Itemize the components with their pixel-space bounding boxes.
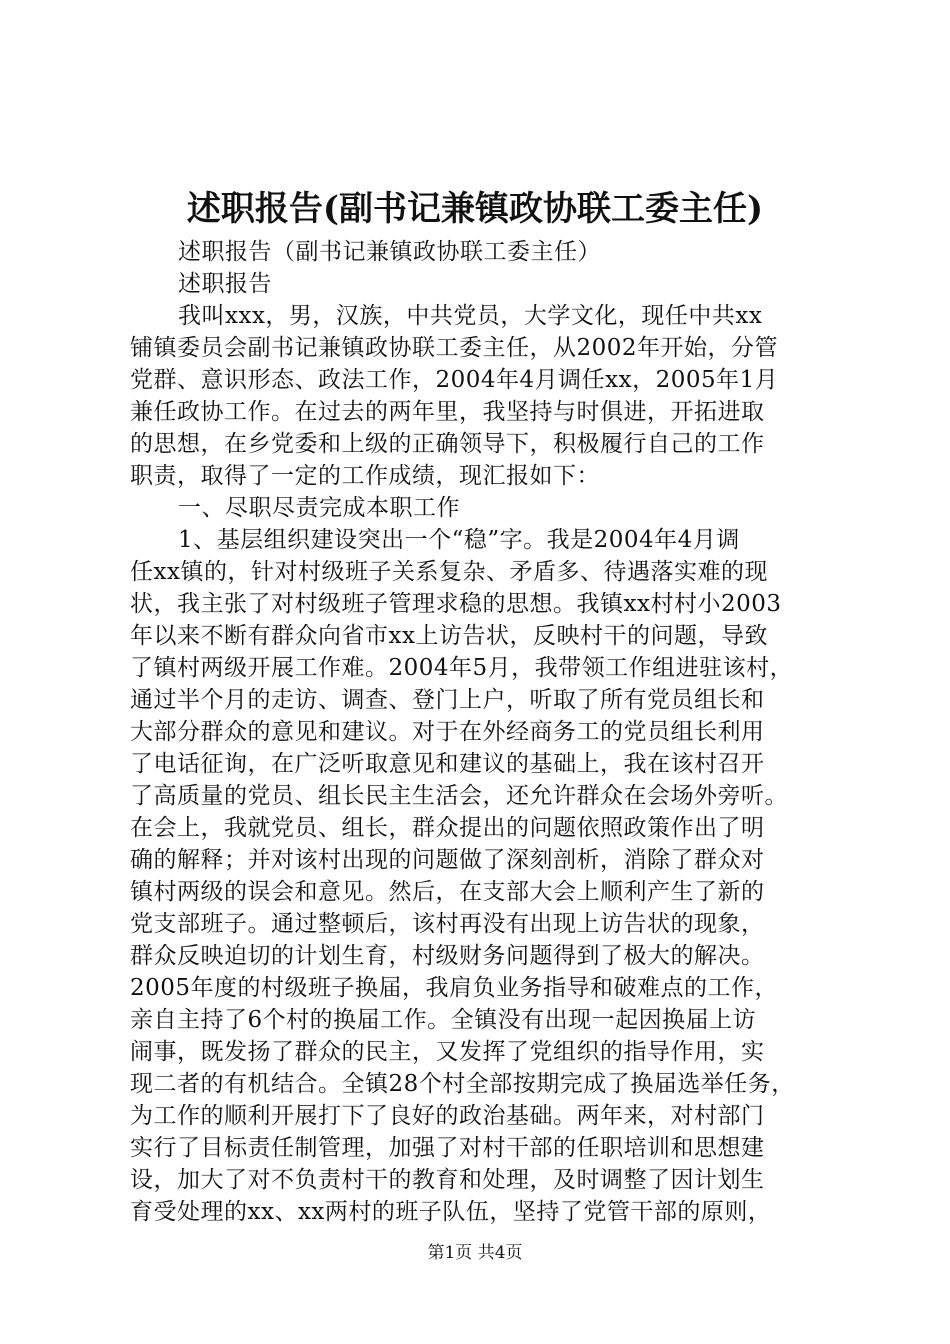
- paragraph-line: 兼任政协工作。在过去的两年里，我坚持与时俱进，开拓进取: [130, 399, 765, 425]
- paragraph-line: 现二者的有机结合。全镇28个村全部按期完成了换届选举任务，: [130, 1071, 795, 1097]
- paragraph-line: 党支部班子。通过整顿后，该村再没有出现上访告状的现象，: [130, 911, 765, 937]
- paragraph-line: 育受处理的xx、xx两村的班子队伍，坚持了党管干部的原则，: [130, 1199, 772, 1225]
- paragraph-line: 1、基层组织建设突出一个“稳”字。我是2004年4月调: [178, 527, 740, 553]
- paragraph-line: 镇村两级的误会和意见。然后，在支部大会上顺利产生了新的: [130, 879, 765, 905]
- paragraph-line: 大部分群众的意见和建议。对于在外经商务工的党员组长利用: [130, 719, 765, 745]
- paragraph-line: 通过半个月的走访、调查、登门上户，听取了所有党员组长和: [130, 687, 765, 713]
- document-title: 述职报告(副书记兼镇政协联工委主任): [186, 189, 764, 229]
- paragraph-line: 设，加大了对不负责村干的教育和处理，及时调整了因计划生: [130, 1167, 765, 1193]
- paragraph-line: 在会上，我就党员、组长，群众提出的问题依照政策作出了明: [130, 815, 765, 841]
- paragraph-line: 状，我主张了对村级班子管理求稳的思想。我镇xx村村小2003: [130, 591, 782, 617]
- paragraph-line: 闹事，既发扬了群众的民主，又发挥了党组织的指导作用，实: [130, 1039, 765, 1065]
- paragraph-line: 了电话征询，在广泛听取意见和建议的基础上，我在该村召开: [130, 751, 765, 777]
- paragraph-line: 确的解释；并对该村出现的问题做了深刻剖析，消除了群众对: [130, 847, 765, 873]
- paragraph-line: 为工作的顺利开展打下了良好的政治基础。两年来，对村部门: [130, 1103, 765, 1129]
- paragraph-line: 2005年度的村级班子换届，我肩负业务指导和破难点的工作，: [130, 975, 779, 1001]
- paragraph-line: 我叫xxx，男，汉族，中共党员，大学文化，现任中共xx: [178, 303, 763, 329]
- paragraph-line: 铺镇委员会副书记兼镇政协联工委主任，从2002年开始，分管: [130, 335, 779, 361]
- heading-line: 述职报告: [178, 271, 272, 297]
- paragraph-line: 任xx镇的，针对村级班子关系复杂、矛盾多、待遇落实难的现: [130, 559, 768, 585]
- paragraph-line: 年以来不断有群众向省市xx上访告状，反映村干的问题，导致: [130, 623, 768, 649]
- paragraph-line: 实行了目标责任制管理，加强了对村干部的任职培训和思想建: [130, 1135, 765, 1161]
- paragraph-line: 了镇村两级开展工作难。2004年5月，我带领工作组进驻该村，: [130, 655, 794, 681]
- subtitle-line: 述职报告（副书记兼镇政协联工委主任）: [178, 239, 601, 265]
- paragraph-line: 职责，取得了一定的工作成绩，现汇报如下：: [130, 463, 600, 489]
- paragraph-line: 的思想，在乡党委和上级的正确领导下，积极履行自己的工作: [130, 431, 765, 457]
- section-heading: 一、尽职尽责完成本职工作: [178, 495, 460, 521]
- paragraph-line: 党群、意识形态、政法工作，2004年4月调任xx，2005年1月: [130, 367, 779, 393]
- paragraph-line: 了高质量的党员、组长民主生活会，还允许群众在会场外旁听。: [130, 783, 788, 809]
- page-number-footer: 第1页 共4页: [427, 1243, 523, 1263]
- paragraph-line: 亲自主持了6个村的换届工作。全镇没有出现一起因换届上访: [130, 1007, 757, 1033]
- paragraph-line: 群众反映迫切的计划生育，村级财务问题得到了极大的解决。: [130, 943, 765, 969]
